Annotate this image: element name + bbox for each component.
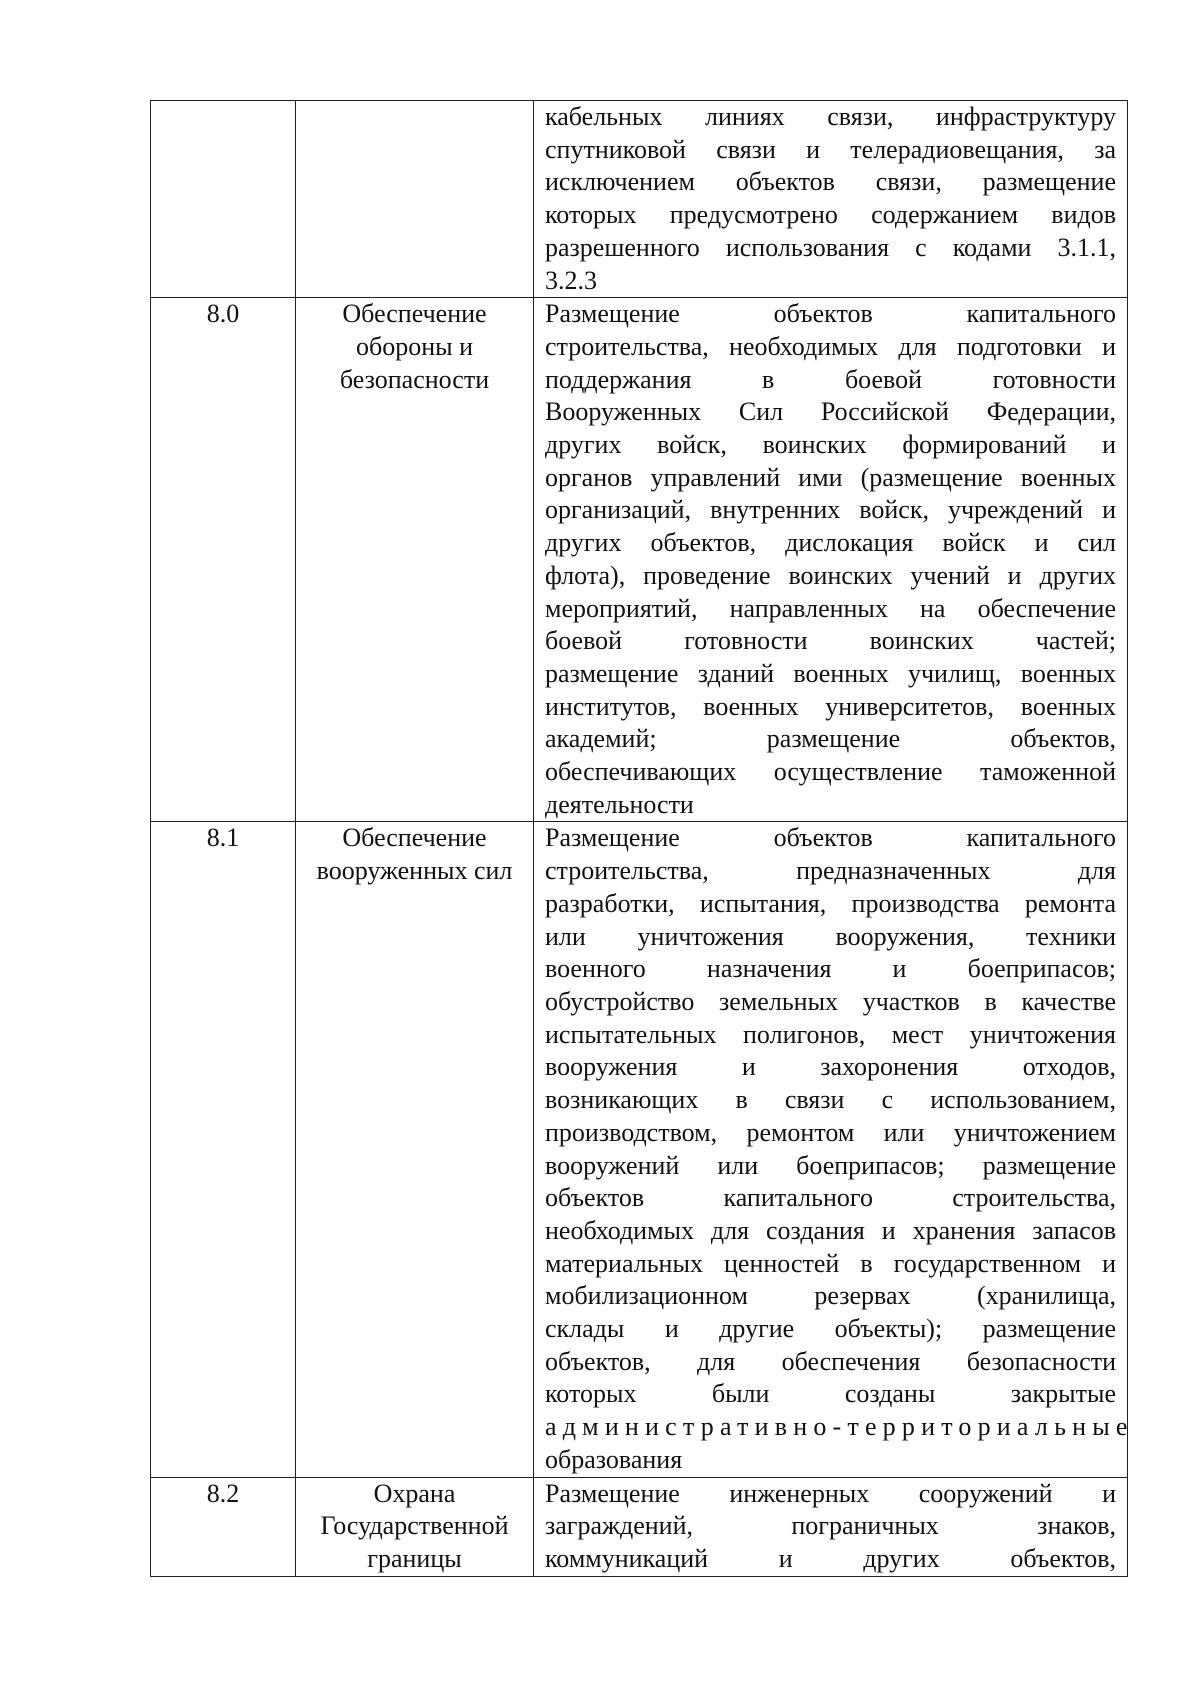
description-line: испытательных полигонов, мест уничтожения xyxy=(545,1019,1116,1049)
description-cell xyxy=(534,298,1128,822)
description-line: вооружений или боеприпасов; размещение xyxy=(545,1150,1116,1180)
description-line: боевой готовности воинских частей; xyxy=(545,626,1116,656)
name-line: Обеспечение xyxy=(342,299,487,329)
description-line: необходимых для создания и хранения запасов xyxy=(545,1215,1116,1245)
table-row xyxy=(151,101,1128,298)
description-line: объектов, для обеспечения безопасности xyxy=(545,1346,1116,1376)
description-line: разрешенного использования с кодами 3.1.1, xyxy=(545,232,1116,262)
description-line: Размещение объектов капитального xyxy=(545,299,1116,329)
description-line: кабельных линиях связи, инфраструктуру xyxy=(545,102,1116,131)
description-line: Размещение инженерных сооружений и xyxy=(545,1478,1116,1508)
description-line: других войск, воинских формирований и xyxy=(545,430,1116,460)
description-line: военного назначения и боеприпасов; xyxy=(545,954,1116,984)
description-line: которых были созданы закрытые xyxy=(545,1379,1116,1409)
land-use-table xyxy=(150,100,1134,1577)
name-cell xyxy=(296,298,534,822)
description-line: обеспечивающих осуществление таможенной xyxy=(545,757,1116,787)
description-line: обустройство земельных участков в качестве xyxy=(545,986,1116,1016)
description-line: заграждений, пограничных знаков, xyxy=(545,1511,1116,1541)
description-line: склады и другие объекты); размещение xyxy=(545,1314,1116,1344)
code-cell: 8.0 xyxy=(151,298,296,822)
description-line: строительства, предназначенных для xyxy=(545,856,1116,886)
description-line: органов управлений ими (размещение военных xyxy=(545,462,1116,492)
description-line: организаций, внутренних войск, учреждений и xyxy=(545,495,1116,525)
description-line: размещение зданий военных училищ, военных xyxy=(545,658,1116,688)
name-line: вооруженных сил xyxy=(316,856,513,886)
name-cell xyxy=(296,822,534,1477)
description-line: разработки, испытания, производства ремонта xyxy=(545,888,1116,918)
description-line: поддержания в боевой готовности xyxy=(545,364,1116,394)
description-line: других объектов, дислокация войск и сил xyxy=(545,528,1116,558)
description-line: деятельности xyxy=(545,789,694,819)
description-line: объектов капитального строительства, xyxy=(545,1183,1116,1213)
table-row xyxy=(151,298,1128,822)
description-cell xyxy=(534,1477,1128,1576)
description-line: административно-территориальные xyxy=(545,1412,1134,1442)
description-line: материальных ценностей в государственном и xyxy=(545,1248,1116,1278)
name-line: Охрана xyxy=(373,1478,456,1508)
description-line: возникающих в связи с использованием, xyxy=(545,1085,1116,1115)
name-line: границы xyxy=(367,1543,462,1573)
description-line: 3.2.3 xyxy=(545,265,597,295)
code-cell: 8.1 xyxy=(151,822,296,1477)
description-line: строительства, необходимых для подготовки и xyxy=(545,331,1116,361)
table-row xyxy=(151,1477,1128,1576)
description-line: Размещение объектов капитального xyxy=(545,823,1116,853)
code-cell xyxy=(151,101,296,298)
code-cell: 8.2 xyxy=(151,1477,296,1576)
name-cell xyxy=(296,1477,534,1576)
description-line: академий; размещение объектов, xyxy=(545,724,1116,754)
description-line: вооружения и захоронения отходов, xyxy=(545,1052,1116,1082)
description-line: исключением объектов связи, размещение xyxy=(545,167,1116,197)
description-line: мобилизационном резервах (хранилища, xyxy=(545,1281,1116,1311)
description-line: коммуникаций и других объектов, xyxy=(545,1543,1116,1573)
description-line: спутниковой связи и телерадиовещания, за xyxy=(545,134,1116,164)
description-line: производством, ремонтом или уничтожением xyxy=(545,1117,1116,1147)
description-cell xyxy=(534,822,1134,1477)
description-line: институтов, военных университетов, военных xyxy=(545,691,1116,721)
description-line: мероприятий, направленных на обеспечение xyxy=(545,593,1116,623)
name-line: Обеспечение xyxy=(342,823,487,853)
name-line: безопасности xyxy=(339,364,490,394)
name-line: обороны и xyxy=(355,331,474,361)
description-line: или уничтожения вооружения, техники xyxy=(545,921,1116,951)
description-line: Вооруженных Сил Российской Федерации, xyxy=(545,397,1116,427)
name-cell xyxy=(296,101,534,298)
description-line: флота), проведение воинских учений и других xyxy=(545,560,1116,590)
description-line: образования xyxy=(545,1444,683,1474)
table-row xyxy=(151,822,1128,1477)
name-line: Государственной xyxy=(320,1511,509,1541)
description-cell xyxy=(534,101,1128,298)
description-line: которых предусмотрено содержанием видов xyxy=(545,200,1116,230)
